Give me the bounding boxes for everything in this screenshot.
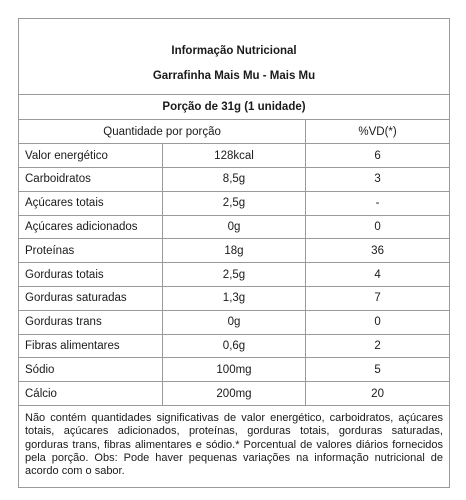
nutrient-name: Proteínas <box>19 239 162 263</box>
nutrient-value: 18g <box>162 239 305 263</box>
nutrient-vd: 0 <box>306 215 449 239</box>
table-row <box>19 382 449 406</box>
nutrient-vd: - <box>306 191 449 215</box>
nutrient-vd: 2 <box>306 334 449 358</box>
table-header <box>19 19 449 95</box>
nutrient-name: Fibras alimentares <box>19 334 162 358</box>
nutrient-value: 2,5g <box>162 263 305 287</box>
quantity-column-header: Quantidade por porção <box>19 120 306 144</box>
table-row <box>19 191 449 215</box>
nutrient-vd: 5 <box>306 358 449 382</box>
nutrient-vd: 4 <box>306 263 449 287</box>
nutrient-vd: 20 <box>306 382 449 406</box>
nutrient-name: Cálcio <box>19 382 162 406</box>
nutrient-name: Açúcares adicionados <box>19 215 162 239</box>
nutrient-vd: 6 <box>306 144 449 168</box>
nutrient-value: 2,5g <box>162 191 305 215</box>
nutrient-vd: 36 <box>306 239 449 263</box>
vd-column-header: %VD(*) <box>306 120 449 144</box>
table-row <box>19 287 449 311</box>
nutrient-name: Valor energético <box>19 144 162 168</box>
nutrient-value: 128kcal <box>162 144 305 168</box>
nutrient-name: Carboidratos <box>19 168 162 192</box>
footnote: Não contém quantidades significativas de valor energético, carboidratos, açúcares totais, açúcares adicionados, proteínas, gorduras totais, gorduras saturadas, gorduras trans, fibras alimentares e sódio.* Porcentual de valores diários fornecidos pela porção. Obs: Pode haver pequenas variações na informação nutricional de acordo com o sabor. <box>25 412 443 478</box>
nutrition-facts-table <box>18 18 450 488</box>
nutrient-name: Gorduras saturadas <box>19 287 162 311</box>
nutrient-vd: 7 <box>306 287 449 311</box>
column-header-row <box>19 120 449 144</box>
nutrient-name: Açúcares totais <box>19 191 162 215</box>
nutrient-name: Gorduras totais <box>19 263 162 287</box>
table-row <box>19 263 449 287</box>
portion-size: Porção de 31g (1 unidade) <box>19 95 449 120</box>
nutrient-value: 100mg <box>162 358 305 382</box>
table-title: Informação Nutricional <box>171 45 297 57</box>
table-row <box>19 334 449 358</box>
table-row <box>19 358 449 382</box>
nutrient-vd: 3 <box>306 168 449 192</box>
nutrient-value: 200mg <box>162 382 305 406</box>
nutrient-value: 8,5g <box>162 168 305 192</box>
nutrient-vd: 0 <box>306 310 449 334</box>
table-row <box>19 168 449 192</box>
nutrient-value: 0,6g <box>162 334 305 358</box>
nutrient-value: 0g <box>162 310 305 334</box>
nutrient-value: 1,3g <box>162 287 305 311</box>
nutrients-grid <box>19 120 449 406</box>
product-name: Garrafinha Mais Mu - Mais Mu <box>152 70 316 82</box>
nutrient-name: Gorduras trans <box>19 310 162 334</box>
nutrient-name: Sódio <box>19 358 162 382</box>
table-row <box>19 310 449 334</box>
table-row <box>19 144 449 168</box>
nutrient-value: 0g <box>162 215 305 239</box>
table-row <box>19 239 449 263</box>
table-row <box>19 215 449 239</box>
